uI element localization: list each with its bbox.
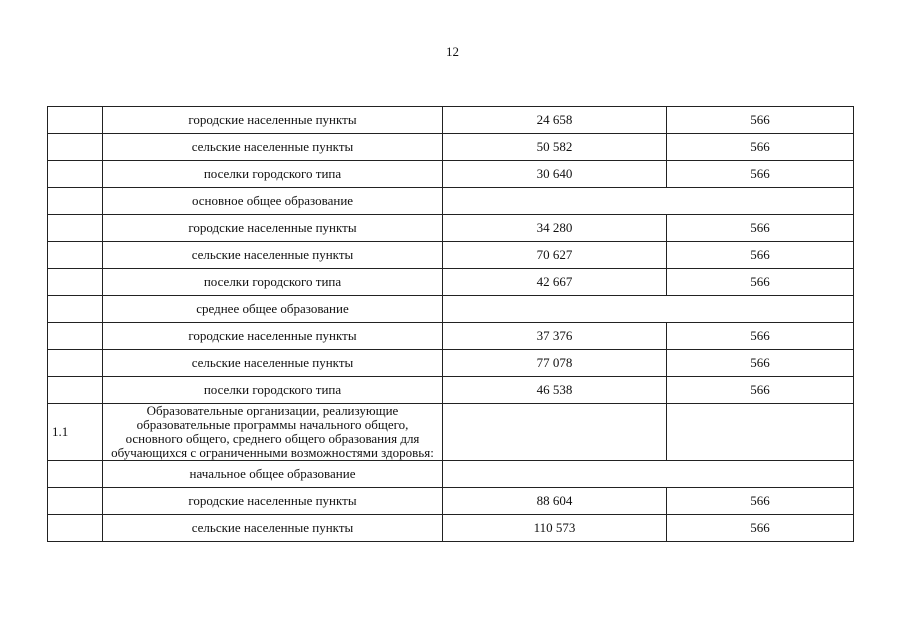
value-cell-1: 37 376 [443,323,667,350]
section-title-cell: основное общее образование [103,188,443,215]
table-row [48,161,854,188]
indicator-name-cell: Образовательные организации, реализующие образовательные программы начального общего, основного общего, среднего общего образования для обучающихся с ограниченными возможностями здоровья: [103,404,443,461]
indicator-name-cell: сельские населенные пункты [103,350,443,377]
value-cell-1: 24 658 [443,107,667,134]
value-cell-2: 566 [667,107,854,134]
row-number-cell [48,323,103,350]
table-row [48,515,854,542]
section-empty-cell [443,188,854,215]
indicator-name-cell: городские населенные пункты [103,107,443,134]
value-cell-1: 34 280 [443,215,667,242]
indicator-name-cell: сельские населенные пункты [103,515,443,542]
table-row [48,134,854,161]
section-row [48,296,854,323]
indicator-name-cell: городские населенные пункты [103,488,443,515]
value-cell-2: 566 [667,350,854,377]
table-row [48,215,854,242]
value-cell-1: 46 538 [443,377,667,404]
table-row [48,269,854,296]
value-cell-1: 88 604 [443,488,667,515]
value-cell-1: 50 582 [443,134,667,161]
row-number-cell [48,461,103,488]
indicator-name-cell: городские населенные пункты [103,323,443,350]
table-row [48,242,854,269]
value-cell-2: 566 [667,161,854,188]
row-number-cell [48,188,103,215]
row-number-cell [48,134,103,161]
value-cell-1: 30 640 [443,161,667,188]
value-cell-1: 77 078 [443,350,667,377]
indicator-name-cell: городские населенные пункты [103,215,443,242]
section-empty-cell [443,296,854,323]
row-number-cell [48,242,103,269]
section-title-cell: начальное общее образование [103,461,443,488]
section-row [48,461,854,488]
data-table [47,106,854,542]
indicator-name-cell: сельские населенные пункты [103,134,443,161]
row-number-cell [48,488,103,515]
value-cell-2: 566 [667,488,854,515]
row-number-cell [48,296,103,323]
indicator-name-cell: поселки городского типа [103,269,443,296]
table-row [48,107,854,134]
value-cell-2: 566 [667,215,854,242]
value-cell-2: 566 [667,377,854,404]
section-row [48,188,854,215]
table-row [48,377,854,404]
row-number-cell [48,515,103,542]
table-row [48,404,854,461]
page-number: 12 [446,44,459,59]
table-row [48,323,854,350]
section-title-cell: среднее общее образование [103,296,443,323]
value-cell-1 [443,404,667,461]
value-cell-1: 70 627 [443,242,667,269]
table-row [48,350,854,377]
indicator-name-cell: сельские населенные пункты [103,242,443,269]
table-body [48,107,854,542]
row-number-cell [48,377,103,404]
row-number-cell [48,269,103,296]
table-row [48,488,854,515]
indicator-name-cell: поселки городского типа [103,161,443,188]
indicator-name-cell: поселки городского типа [103,377,443,404]
value-cell-2: 566 [667,269,854,296]
value-cell-2: 566 [667,242,854,269]
row-number-cell [48,107,103,134]
value-cell-2: 566 [667,323,854,350]
value-cell-2: 566 [667,515,854,542]
row-number-cell [48,161,103,188]
value-cell-1: 42 667 [443,269,667,296]
row-number-cell [48,215,103,242]
section-empty-cell [443,461,854,488]
value-cell-2 [667,404,854,461]
row-number-cell: 1.1 [48,404,103,461]
value-cell-1: 110 573 [443,515,667,542]
row-number-cell [48,350,103,377]
value-cell-2: 566 [667,134,854,161]
